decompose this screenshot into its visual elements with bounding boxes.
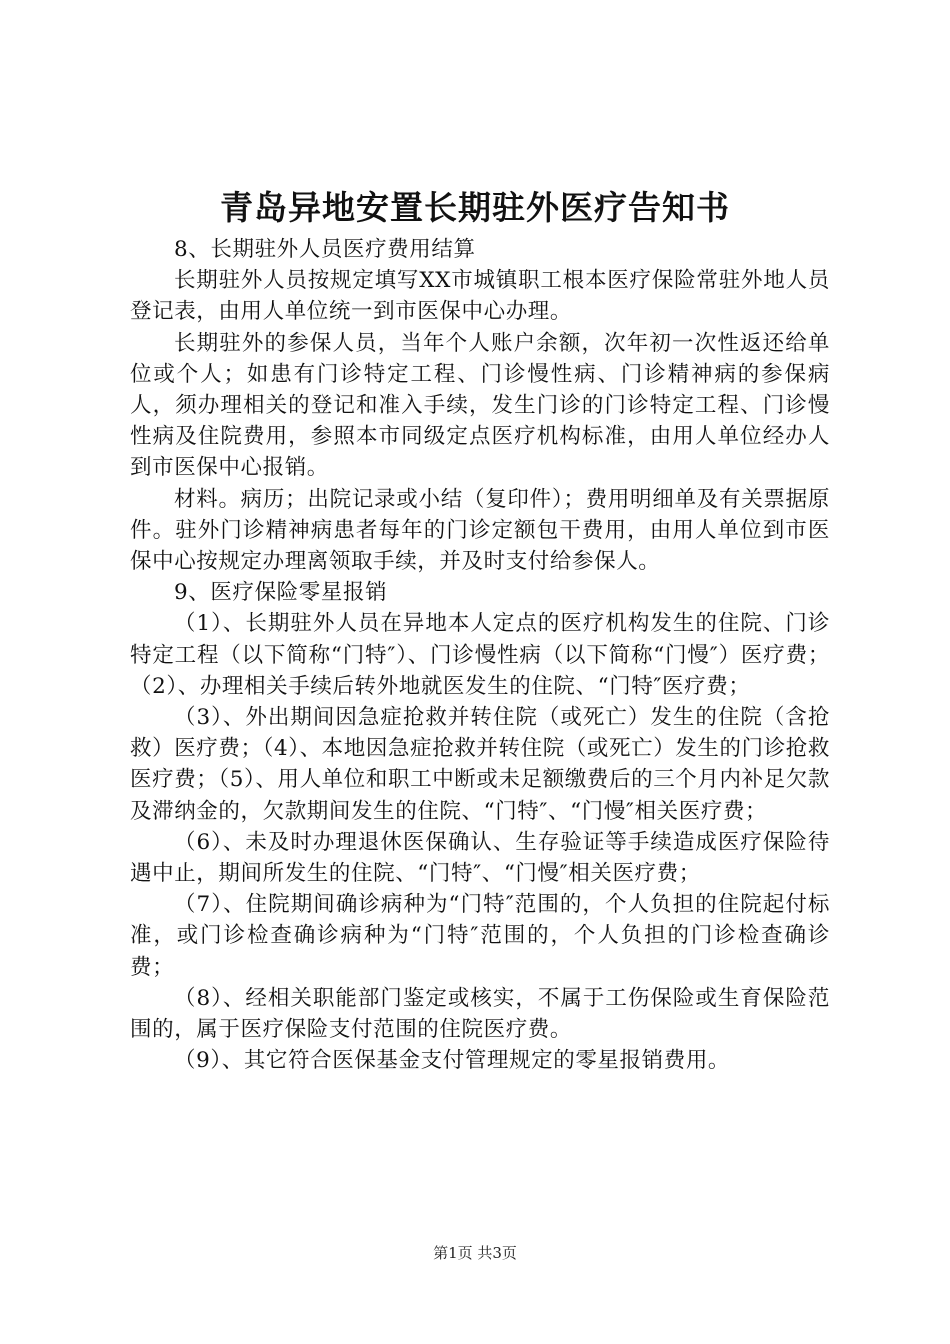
- paragraph: 长期驻外的参保人员，当年个人账户余额，次年初一次性返还给单位或个人；如患有门诊特定工程、门诊慢性病、门诊精神病的参保病人，须办理相关的登记和准入手续，发生门诊的门诊特定工程、门诊慢性病及住院费用，参照本市同级定点医疗机构标准，由用人单位经办人到市医保中心报销。: [130, 330, 830, 481]
- paragraph: （9）、其它符合医保基金支付管理规定的零星报销费用。: [174, 1048, 731, 1074]
- paragraph: （1）、长期驻外人员在异地本人定点的医疗机构发生的住院、门诊特定工程（以下简称“门特″）、门诊慢性病（以下简称“门慢″）医疗费；（2）、办理相关手续后转外地就医发生的住院、“门特″医疗费；: [130, 611, 830, 699]
- document-title: 青岛异地安置长期驻外医疗告知书: [220, 188, 730, 227]
- paragraph: （6）、未及时办理退休医保确认、生存验证等手续造成医疗保险待遇中止，期间所发生的住院、“门特″、“门慢″相关医疗费；: [130, 829, 830, 887]
- paragraph: 材料。病历；出院记录或小结（复印件）；费用明细单及有关票据原件。驻外门诊精神病患者每年的门诊定额包干费用，由用人单位到市医保中心按规定办理离领取手续，并及时支付给参保人。: [130, 486, 830, 575]
- paragraph: （8）、经相关职能部门鉴定或核实，不属于工伤保险或生育保险范围的，属于医疗保险支付范围的住院医疗费。: [130, 985, 830, 1043]
- paragraph: （3）、外出期间因急症抢救并转住院（或死亡）发生的住院（含抢救）医疗费；（4）、本地因急症抢救并转住院（或死亡）发生的门诊抢救医疗费；（5）、用人单位和职工中断或未足额缴费后的三个月内补足欠款及滞纳金的，欠款期间发生的住院、“门特″、“门慢″相关医疗费；: [130, 705, 830, 824]
- section-heading-9: 9、医疗保险零星报销: [174, 580, 388, 606]
- page-footer: 第1页 共3页: [433, 1244, 517, 1262]
- document-body: [130, 234, 830, 1076]
- paragraph: 长期驻外人员按规定填写XX市城镇职工根本医疗保险常驻外地人员登记表，由用人单位统一到市医保中心办理。: [130, 268, 830, 325]
- paragraph: （7）、住院期间确诊病种为“门特″范围的，个人负担的住院起付标准，或门诊检查确诊病种为“门特″范围的，个人负担的门诊检查确诊费；: [130, 892, 830, 980]
- section-heading-8: 8、长期驻外人员医疗费用结算: [174, 237, 476, 262]
